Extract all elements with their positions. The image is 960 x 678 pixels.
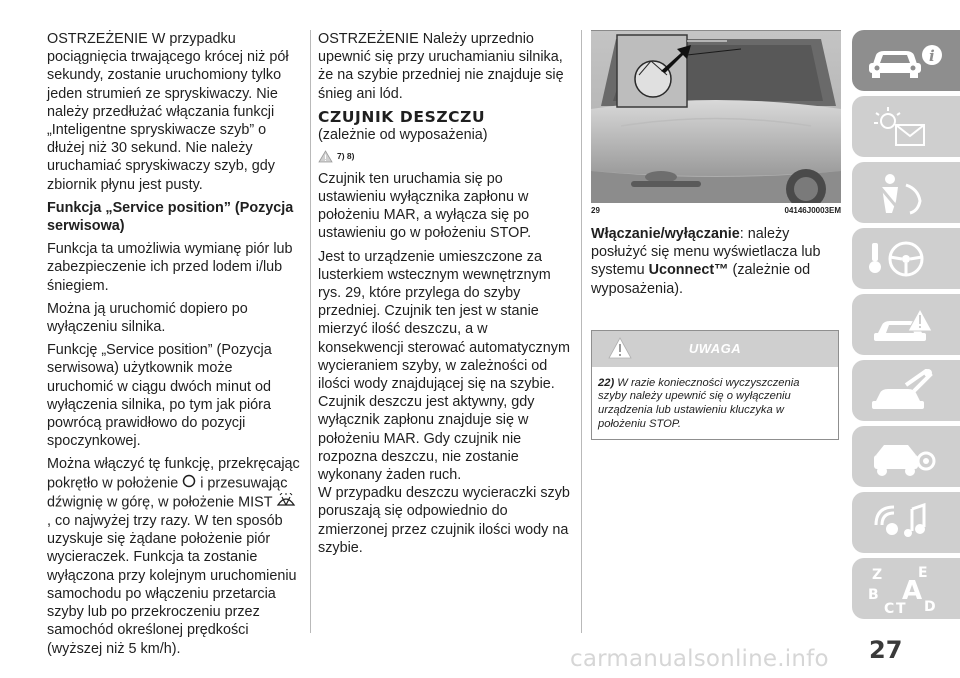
caution-title: UWAGA — [688, 340, 742, 356]
caution-number: 22) — [598, 376, 615, 389]
paragraph-on-off — [591, 225, 841, 298]
warning-lights-icon — [866, 105, 946, 149]
section-title-rain-sensor: CZUJNIK DESZCZU — [318, 107, 486, 126]
tab-car-info[interactable] — [852, 30, 960, 91]
tab-index[interactable] — [852, 558, 960, 619]
figure-caption — [591, 206, 841, 215]
column-3 — [591, 30, 841, 440]
index-letter: Z — [872, 566, 883, 583]
paragraph: Funkcję „Service position” (Pozycja serwisowa) użytkownik może uruchomić w ciągu dwóch minut od wyłączenia silnika, po tym jak pióra powrócą prawidłowo do pozycji spoczynkowej. — [47, 342, 272, 450]
figure-number: 29 — [591, 206, 600, 215]
index-letter: D — [924, 598, 936, 615]
index-letter: C — [884, 600, 895, 615]
reference-numbers: 7) 8) — [337, 151, 355, 162]
tab-emergency[interactable] — [852, 294, 960, 355]
paragraph: Czujnik ten uruchamia się po ustawieniu wyłącznika zapłonu w położeniu MAR, a wyłącza się po ustawieniu go w położeniu STOP. — [318, 170, 532, 242]
index-letter: T — [896, 600, 906, 615]
wiper-off-icon — [182, 474, 196, 493]
chapter-tabs — [852, 30, 960, 624]
tab-technical-data[interactable] — [852, 426, 960, 487]
text: i przesuwając dźwignię w górę, w położenie MIST — [47, 475, 288, 511]
index-letter: B — [868, 586, 879, 603]
paragraph-with-icons — [47, 455, 302, 657]
caution-body — [592, 367, 838, 439]
column-1 — [47, 30, 302, 663]
paragraph: Można ją uruchomić dopiero po wyłączeniu silnika. — [47, 300, 248, 336]
warning-references — [318, 150, 573, 163]
text: (zależnie od wyposażenia). — [591, 262, 811, 297]
index-letter: A — [902, 575, 923, 606]
text: Można włączyć tę funkcję, przekręcając pokrętło w położenie — [47, 456, 300, 492]
tab-maintenance[interactable] — [852, 360, 960, 421]
index-letter: E — [918, 564, 928, 581]
text: : należy posłużyć się menu wyświetlacza lub systemu — [591, 226, 821, 279]
car-info-icon — [866, 41, 946, 81]
page-number: 27 — [869, 636, 903, 664]
caution-text: W razie konieczności wyczyszczenia szyby należy upewnić się o wyłączeniu urządzenia lub ustawieniu kluczyka w położeniu STOP. — [598, 376, 800, 430]
caution-box — [591, 330, 839, 440]
paragraph: Jest to urządzenie umieszczone za lusterkiem wstecznym wewnętrznym rys. 29, które przylega do szyby przedniej. Czujnik ten jest w stanie mierzyć ilość deszczu, a w konsekwencji sterować automatycznym wycieraniem szyby, w zależności od ilości wody znajdującej się na szybie. Czujnik deszczu jest aktywny, gdy wyłącznik zapłonu znajduje się w położeniu MAR. Gdy czujnik nie rozpozna deszczu, nie zostanie wykonany żaden ruch. — [318, 248, 570, 484]
watermark: carmanualsonline.info — [570, 646, 829, 672]
index-icon — [866, 563, 946, 615]
column-divider — [310, 30, 311, 633]
emergency-icon — [866, 303, 946, 347]
technical-data-icon — [866, 435, 946, 479]
tab-multimedia[interactable] — [852, 492, 960, 553]
paragraph: W przypadku deszczu wycieraczki szyb poruszają się odpowiednio do zmierzonej przez czujnik ilości wody na szybie. — [318, 485, 570, 556]
tab-safety[interactable] — [852, 162, 960, 223]
steering-wheel-icon — [866, 237, 946, 281]
mist-wiper-icon — [276, 493, 296, 512]
text: , co najwyżej trzy razy. W ten sposób uzyskuje się żądane położenie piór wycieraczek. Funkcja ta zostanie wyłączona przy kolejnym uruchomieniu samochodu po włączeniu przetarcia szyby lub po przekroczeniu przez samochód określonej prędkości (wyższej niż 5 km/h). — [47, 513, 297, 657]
svg-text:i: i — [929, 46, 935, 65]
paragraph: Funkcja ta umożliwia wymianę piór lub zabezpieczenie ich przed lodem i/lub śniegiem. — [47, 241, 293, 294]
caution-header — [592, 331, 838, 367]
term-on-off: Włączanie/wyłączanie — [591, 226, 740, 242]
multimedia-icon — [866, 501, 946, 545]
tab-starting-driving[interactable] — [852, 228, 960, 289]
column-divider — [581, 30, 582, 633]
warning-paragraph: OSTRZEŻENIE Należy uprzednio upewnić się przy uruchamianiu silnika, że na szybie przedniej nie znajduje się śnieg ani lód. — [318, 31, 564, 102]
term-uconnect: Uconnect™ — [648, 262, 729, 279]
section-heading-service-position: Funkcja „Service position” (Pozycja serwisowa) — [47, 199, 294, 235]
column-2 — [318, 30, 573, 562]
maintenance-icon — [866, 369, 946, 413]
figure-car-windshield — [591, 31, 841, 203]
safety-icon — [866, 171, 946, 215]
warning-triangle-icon — [318, 150, 333, 163]
tab-warning-lights[interactable] — [852, 96, 960, 157]
warning-paragraph: OSTRZEŻENIE W przypadku pociągnięcia trwającego krócej niż pół sekundy, zostanie uruchomiony tylko jeden strumień ze spryskiwaczy. Nie należy przedłużać włączania funkcji „Inteligentne spryskiwacze szyb” o dłużej niż 30 sekund. Nie należy uruchamiać spryskiwaczy szyb, gdy zbiornik płynu jest pusty. — [47, 31, 289, 193]
section-subtitle: (zależnie od wyposażenia) — [318, 126, 488, 143]
figure-code: 04146J0003EM — [784, 206, 841, 215]
